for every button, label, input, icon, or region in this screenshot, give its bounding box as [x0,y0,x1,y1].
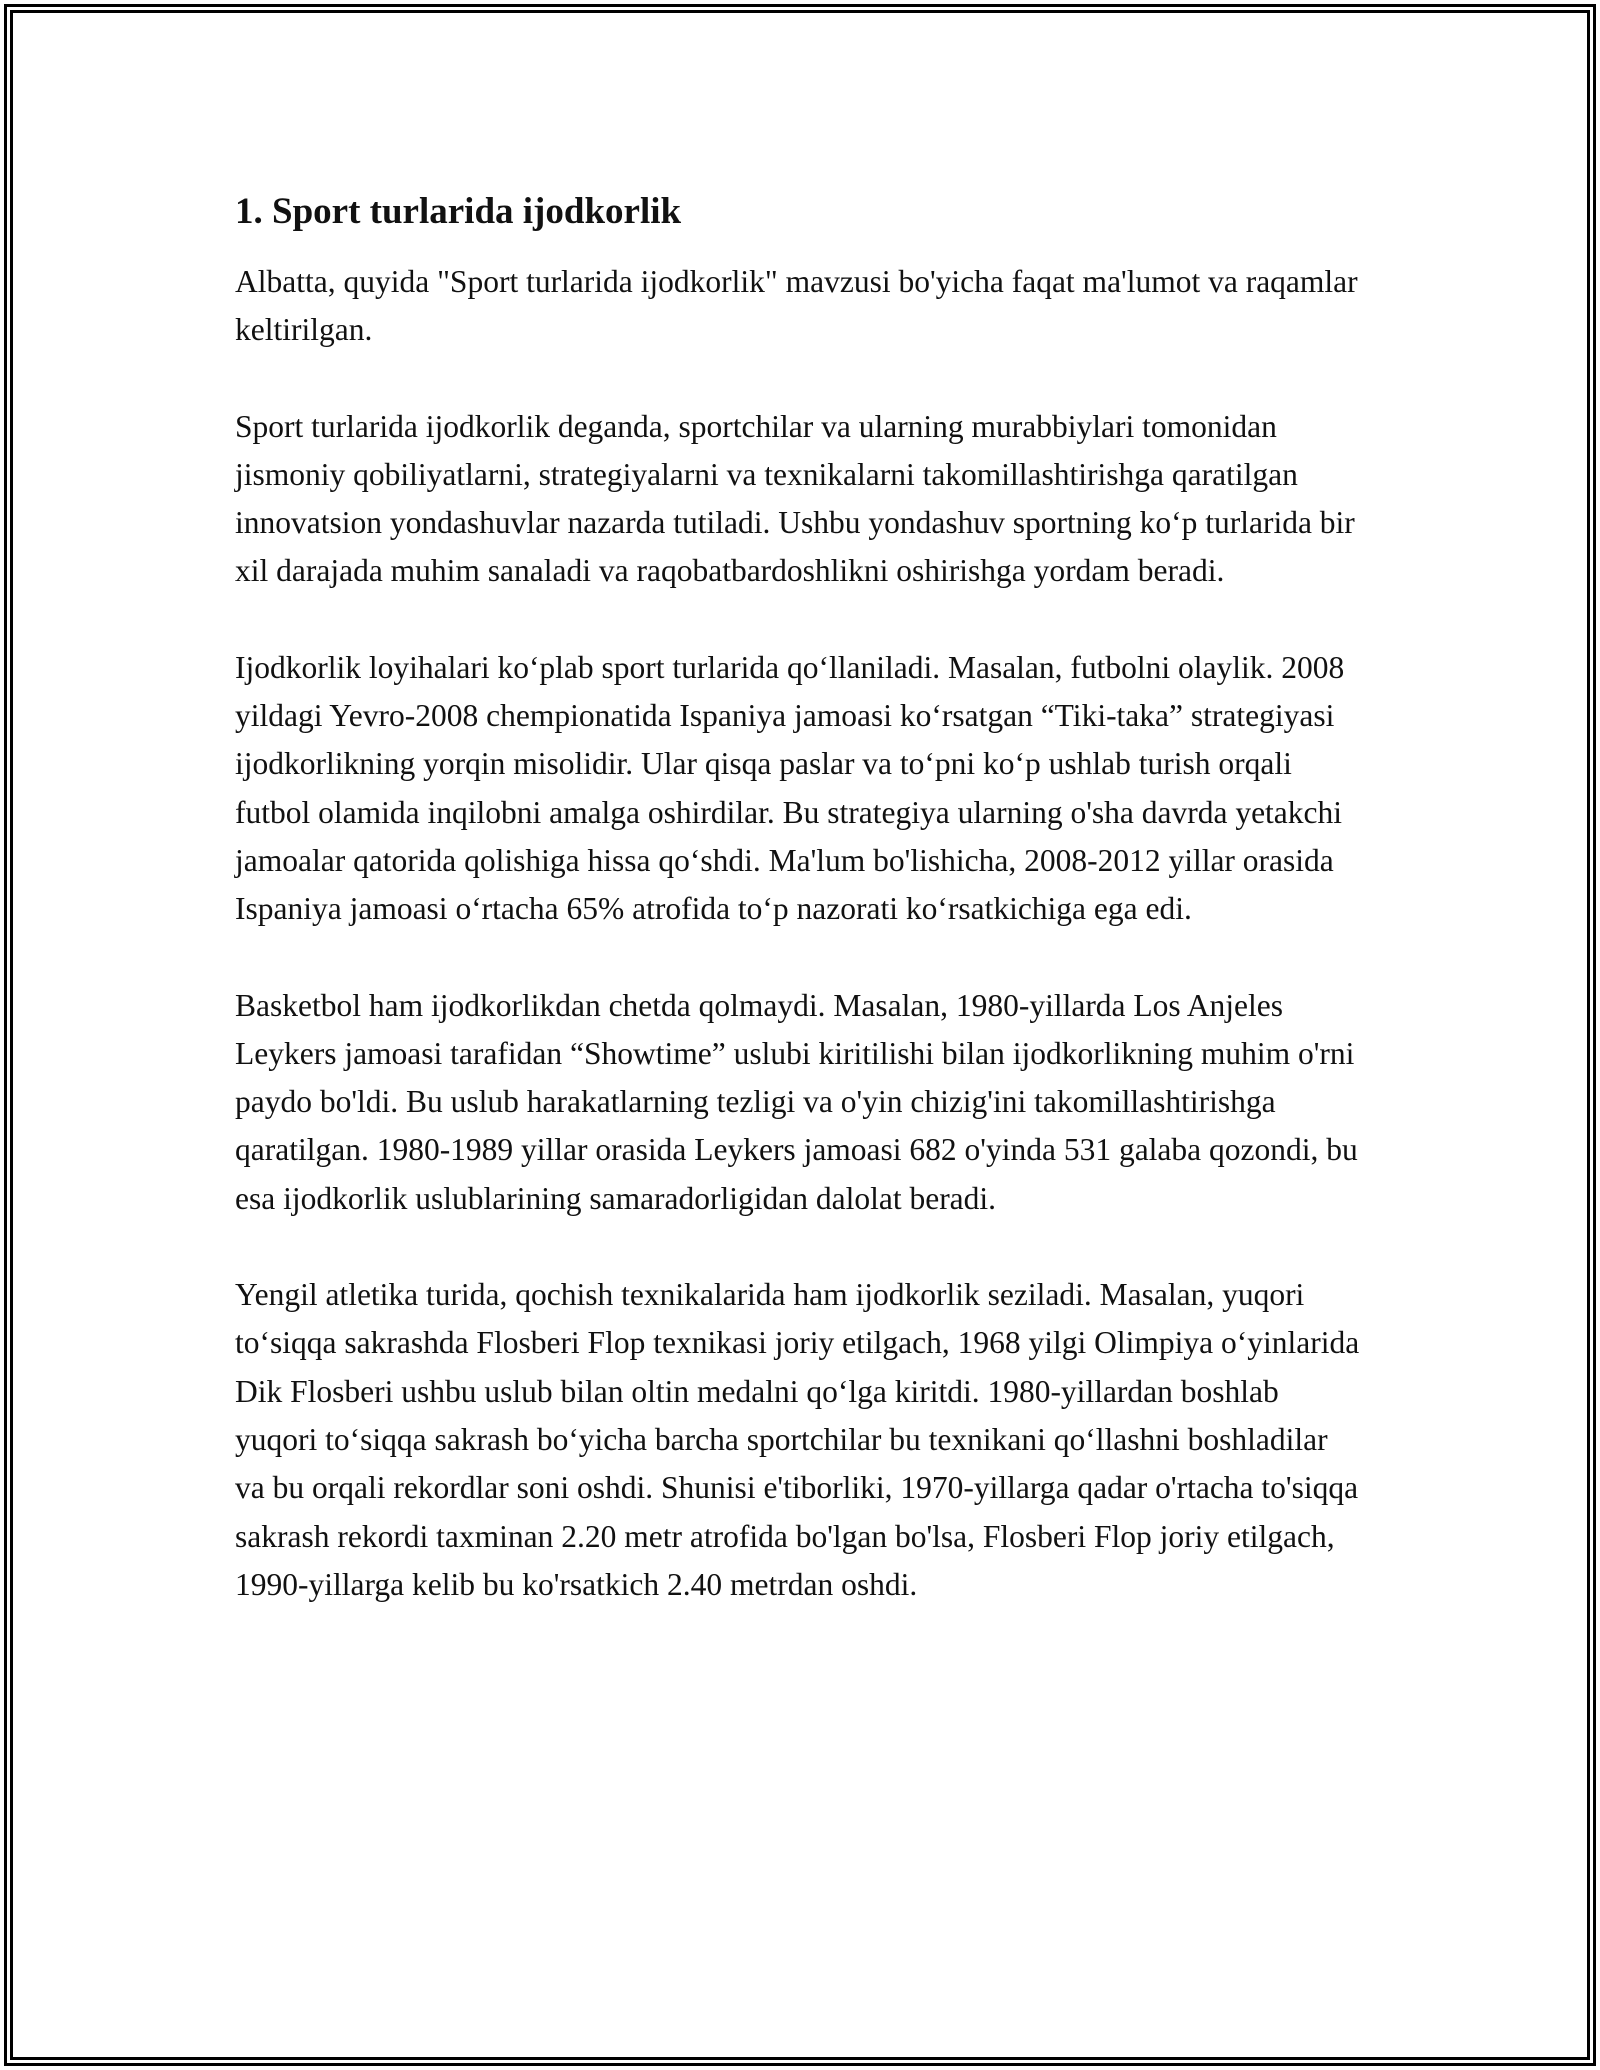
paragraph-football: Ijodkorlik loyihalari koʻplab sport turlarida qoʻllaniladi. Masalan, futbolni olaylik. 2008 yildagi Yevro-2008 chempionatida Ispaniya jamoasi koʻrsatgan “Tiki-taka” strategiyasi ijodkorlikning yorqin misolidir. Ular qisqa paslar va toʻpni koʻp ushlab turish orqali futbol olamida inqilobni amalga oshirdilar. Bu strategiya ularning o'sha davrda yetakchi jamoalar qatorida qolishiga hissa qoʻshdi. Ma'lum bo'lishicha, 2008-2012 yillar orasida Ispaniya jamoasi oʻrtacha 65% atrofida toʻp nazorati koʻrsatkichiga ega edi. [235,649,1345,927]
paragraph-athletics: Yengil atletika turida, qochish texnikalarida ham ijodkorlik seziladi. Masalan, yuqori toʻsiqqa sakrashda Flosberi Flop texnikasi joriy etilgach, 1968 yilgi Olimpiya oʻyinlarida Dik Flosberi ushbu uslub bilan oltin medalni qoʻlga kiritdi. 1980-yillardan boshlab yuqori toʻsiqqa sakrash boʻyicha barcha sportchilar bu texnikani qoʻllashni boshladilar va bu orqali rekordlar soni oshdi. Shunisi e'tiborliki, 1970-yillarga qadar o'rtacha to'siqqa sakrash rekordi taxminan 2.20 metr atrofida bo'lgan bo'lsa, Flosberi Flop joriy etilgach, 1990-yillarga kelib bu ko'rsatkich 2.40 metrdan oshdi. [235,1277,1360,1602]
paragraph-basketball: Basketbol ham ijodkorlikdan chetda qolmaydi. Masalan, 1980-yillarda Los Anjeles Leykers jamoasi tarafidan “Showtime” uslubi kiritilishi bilan ijodkorlikning muhim o'rni paydo bo'ldi. Bu uslub harakatlarning tezligi va o'yin chizig'ini takomillashtirishga qaratilgan. 1980-1989 yillar orasida Leykers jamoasi 682 o'yinda 531 galaba qozondi, bu esa ijodkorlik uslublarining samaradorligidan dalolat beradi. [235,987,1358,1216]
paragraph-intro: Albatta, quyida "Sport turlarida ijodkorlik" mavzusi bo'yicha faqat ma'lumot va raqamlar keltirilgan. [235,264,1358,348]
document-body [235,188,1365,1657]
section-heading: 1. Sport turlarida ijodkorlik [235,191,682,232]
paragraph-definition: Sport turlarida ijodkorlik deganda, sportchilar va ularning murabbiylari tomonidan jismoniy qobiliyatlarni, strategiyalarni va texnikalarni takomillashtirishga qaratilgan innovatsion yondashuvlar nazarda tutiladi. Ushbu yondashuv sportning koʻp turlarida bir xil darajada muhim sanaladi va raqobatbardoshlikni oshirishga yordam beradi. [235,408,1355,589]
